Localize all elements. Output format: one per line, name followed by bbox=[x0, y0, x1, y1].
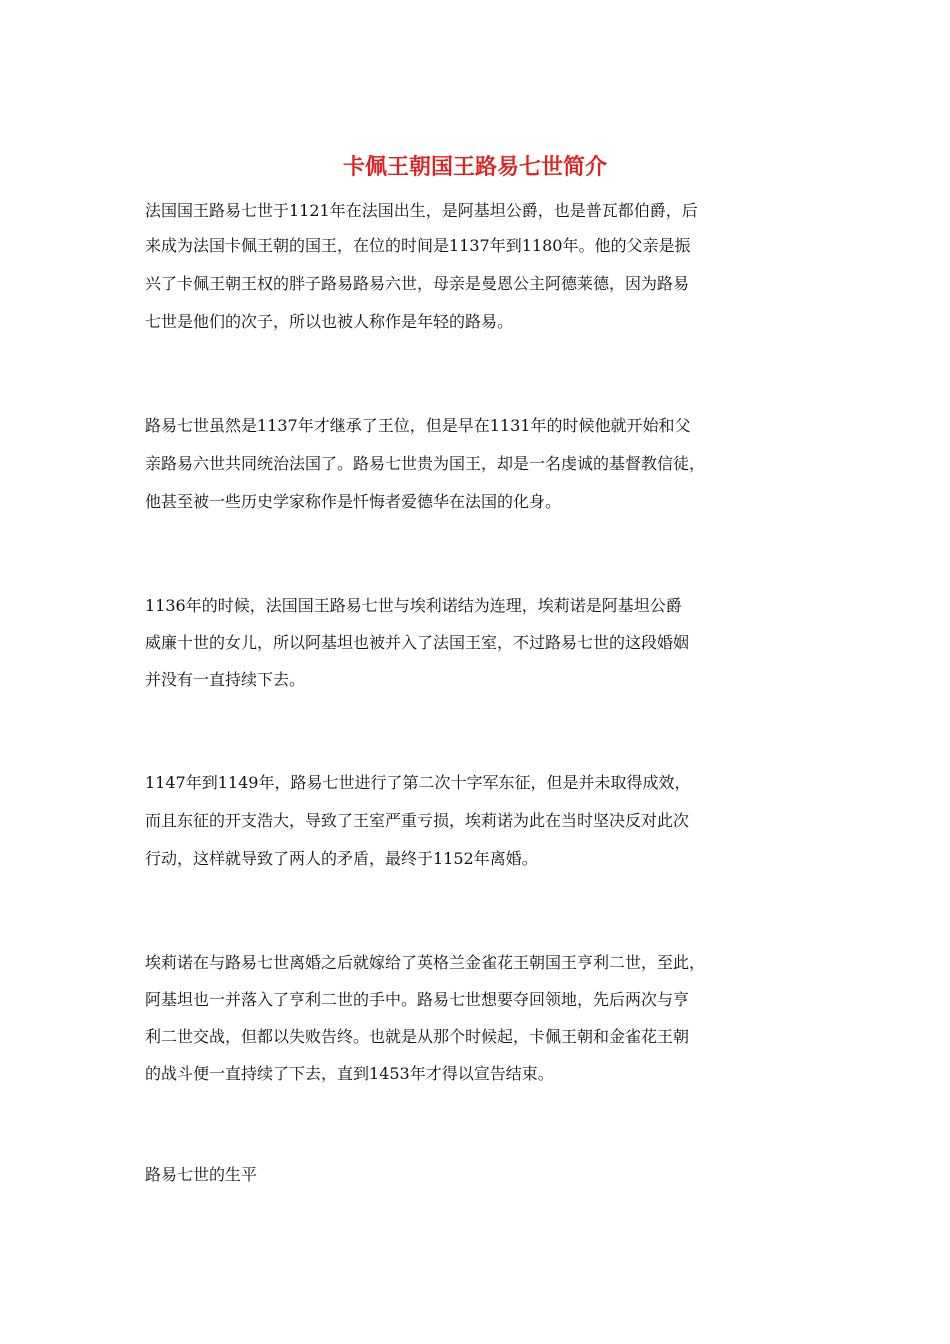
text-line: 并没有一直持续下去。 bbox=[145, 670, 306, 689]
text-line: 1136年的时候，法国国王路易七世与埃利诺结为连理，埃莉诺是阿基坦公爵 bbox=[145, 596, 682, 615]
text-line: 亲路易六世共同统治法国了。路易七世贵为国王，却是一名虔诚的基督教信徒， bbox=[145, 454, 706, 473]
text-line: 而且东征的开支浩大，导致了王室严重亏损，埃莉诺为此在当时坚决反对此次 bbox=[145, 811, 690, 830]
text-line: 阿基坦也一并落入了亨利二世的手中。路易七世想要夺回领地，先后两次与亨 bbox=[145, 990, 690, 1009]
text-line: 利二世交战，但都以失败告终。也就是从那个时候起，卡佩王朝和金雀花王朝 bbox=[145, 1027, 690, 1046]
text-line: 七世是他们的次子，所以也被人称作是年轻的路易。 bbox=[145, 312, 514, 331]
section-heading: 路易七世的生平 bbox=[145, 1165, 258, 1184]
text-line: 路易七世虽然是1137年才继承了王位，但是早在1131年的时候他就开始和父 bbox=[145, 416, 691, 435]
text-line: 他甚至被一些历史学家称作是忏悔者爱德华在法国的化身。 bbox=[145, 492, 562, 511]
text-line: 埃莉诺在与路易七世离婚之后就嫁给了英格兰金雀花王朝国王亨利二世，至此， bbox=[145, 953, 706, 972]
text-line: 的战斗便一直持续了下去，直到1453年才得以宣告结束。 bbox=[145, 1064, 554, 1083]
text-line: 兴了卡佩王朝王权的胖子路易路易六世，母亲是曼恩公主阿德莱德，因为路易 bbox=[145, 274, 690, 293]
document-title: 卡佩王朝国王路易七世简介 bbox=[342, 155, 607, 180]
text-line: 法国国王路易七世于1121年在法国出生，是阿基坦公爵，也是普瓦都伯爵，后 bbox=[145, 201, 698, 220]
text-line: 行动，这样就导致了两人的矛盾，最终于1152年离婚。 bbox=[145, 849, 538, 868]
text-line: 来成为法国卡佩王朝的国王，在位的时间是1137年到1180年。他的父亲是振 bbox=[145, 236, 691, 255]
text-line: 1147年到1149年，路易七世进行了第二次十字军东征，但是并未取得成效， bbox=[145, 773, 691, 792]
text-line: 威廉十世的女儿，所以阿基坦也被并入了法国王室，不过路易七世的这段婚姻 bbox=[145, 633, 690, 652]
